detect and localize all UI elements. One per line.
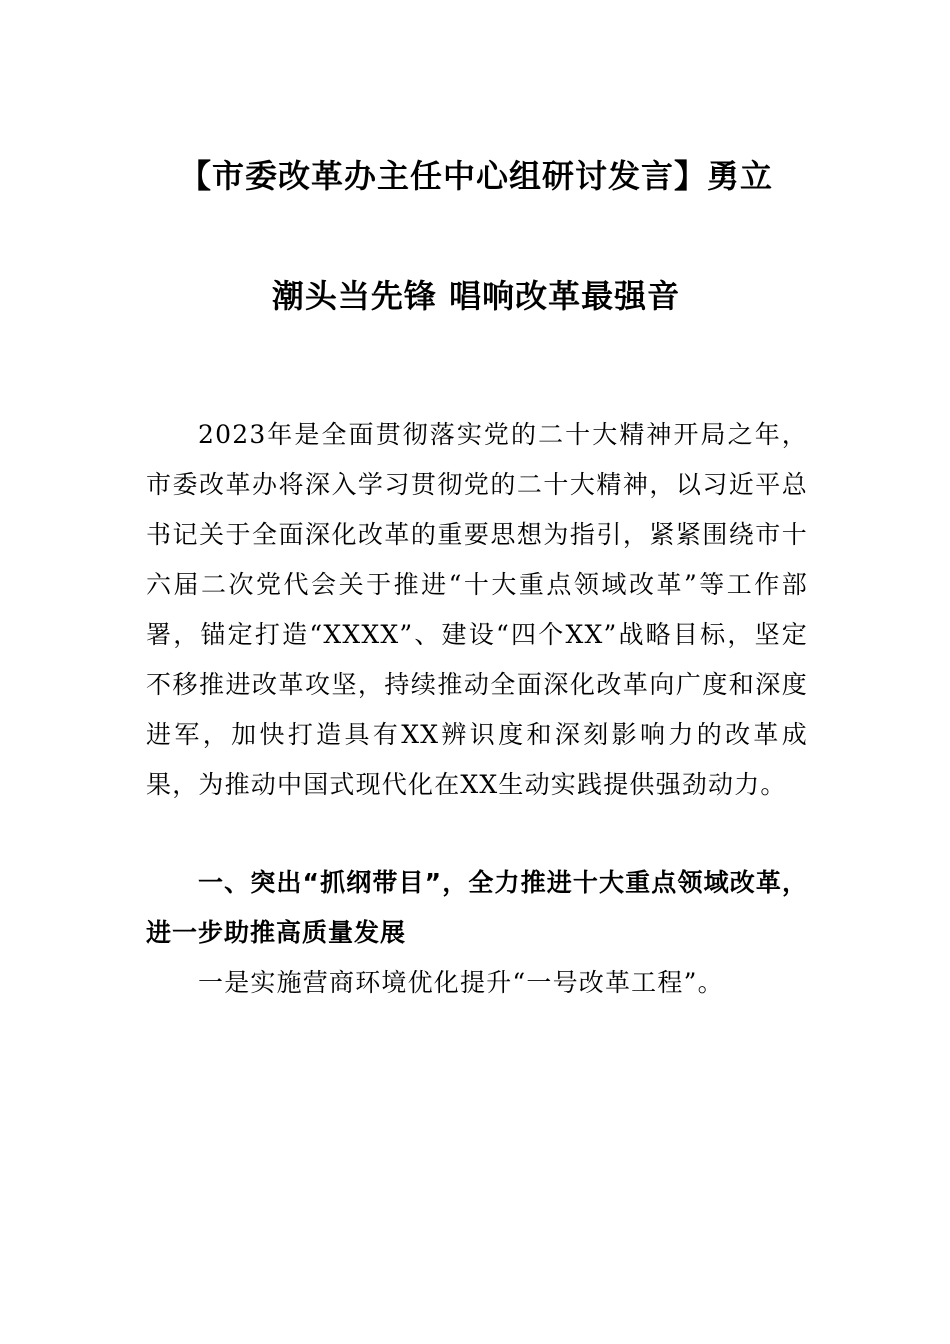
document-title-line-1: 【市委改革办主任中心组研讨发言】勇立 — [178, 157, 773, 195]
section-heading-1: 一、突出“抓纲带目”，全力推进十大重点领域改革，进一步助推高质量发展 — [146, 868, 808, 947]
intro-paragraph: 2023年是全面贯彻落实党的二十大精神开局之年，市委改革办将深入学习贯彻党的二十大精神，以习近平总书记关于全面深化改革的重要思想为指引，紧紧围绕市十六届二次党代会关于推进“十大重点领域改革”等工作部署，锚定打造“XXXX”、建设“四个XX”战略目标，坚定不移推进改革攻坚，持续推动全面深化改革向广度和深度进军，加快打造具有XX辨识度和深刻影响力的改革成果，为推动中国式现代化在XX生动实践提供强劲动力。 — [146, 420, 808, 799]
document-title-line-2: 潮头当先锋 唱响改革最强音 — [271, 277, 681, 315]
section-1-paragraph-1: 一是实施营商环境优化提升“一号改革工程”。 — [198, 968, 724, 997]
